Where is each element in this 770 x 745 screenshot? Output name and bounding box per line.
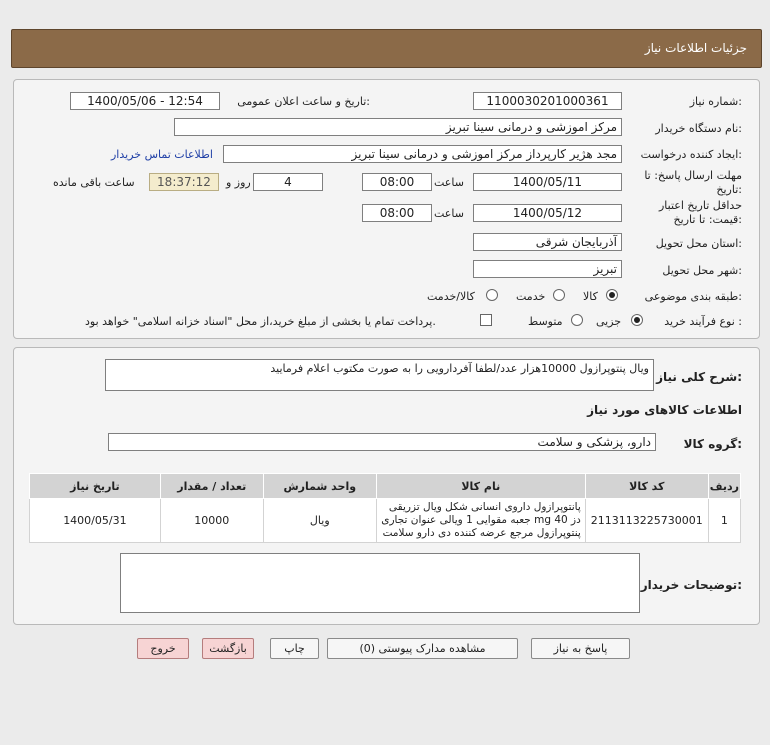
process-label: نوع فرآیند خرید : xyxy=(664,315,742,328)
need-number-label: شماره نیاز: xyxy=(689,95,742,108)
cell-qty: 10000 xyxy=(160,499,263,543)
creator-field[interactable]: مجد هژیر کارپرداز مرکز اموزشی و درمانی سینا تبریز xyxy=(223,145,622,163)
col-unit: واحد شمارش xyxy=(263,474,376,499)
reply-button[interactable]: پاسخ به نیاز xyxy=(531,638,630,659)
reply-date-field[interactable]: 1400/05/11 xyxy=(473,173,622,191)
items-table xyxy=(29,473,741,543)
category-service-label: خدمت xyxy=(516,290,546,303)
col-code: کد کالا xyxy=(585,474,708,499)
days-label: روز و xyxy=(226,176,251,189)
creator-label: ایجاد کننده درخواست: xyxy=(640,148,742,161)
col-row: ردیف xyxy=(708,474,740,499)
price-time-label: ساعت xyxy=(434,207,464,220)
page-title: جزئیات اطلاعات نیاز xyxy=(644,41,747,55)
province-label: استان محل تحویل: xyxy=(655,237,742,250)
group-label: گروه کالا: xyxy=(683,437,742,451)
reply-time-label: ساعت xyxy=(434,176,464,189)
exit-button[interactable]: خروج xyxy=(137,638,189,659)
col-date: تاریخ نیاز xyxy=(30,474,161,499)
city-label: شهر محل تحویل: xyxy=(662,264,742,277)
attachments-button[interactable]: مشاهده مدارک پیوستی (0) xyxy=(327,638,518,659)
treasury-payment-note: پرداخت تمام یا بخشی از مبلغ خرید،از محل "اسناد خزانه اسلامی" خواهد بود. xyxy=(85,315,436,328)
group-field[interactable]: دارو، پزشکی و سلامت xyxy=(108,433,656,451)
page-header xyxy=(11,29,762,68)
table-row xyxy=(30,499,741,543)
remaining-timer: 18:37:12 xyxy=(149,173,219,191)
category-label: طبقه بندی موضوعی: xyxy=(644,290,742,303)
process-radio-medium[interactable] xyxy=(571,314,583,326)
price-date-field[interactable]: 1400/05/12 xyxy=(473,204,622,222)
announce-date-label: تاریخ و ساعت اعلان عمومی: xyxy=(237,95,370,108)
buyer-notes-field[interactable] xyxy=(120,553,640,613)
category-goods-service-label: کالا/خدمت xyxy=(427,290,475,303)
back-button[interactable]: بازگشت xyxy=(202,638,254,659)
reply-time-field[interactable]: 08:00 xyxy=(362,173,432,191)
cell-name: پانتوپرازول داروی انسانی شکل ویال تزریقی دز mg 40 جعبه مقوایی 1 ویالی عنوان تجاری پنتوپرازول مرجع عرضه کننده دی دارو سلامت xyxy=(376,499,585,543)
price-valid-label: حداقل تاریخ اعتبار قیمت: تا تاریخ: xyxy=(658,199,742,226)
remaining-label: ساعت باقی مانده xyxy=(53,176,135,189)
print-button[interactable]: چاپ xyxy=(270,638,319,659)
cell-unit: ویال xyxy=(263,499,376,543)
announce-date-field[interactable]: 1400/05/06 - 12:54 xyxy=(70,92,220,110)
treasury-payment-checkbox[interactable] xyxy=(480,314,492,326)
province-field[interactable]: آذربایجان شرقی xyxy=(473,233,622,251)
price-time-field[interactable]: 08:00 xyxy=(362,204,432,222)
buyer-contact-link[interactable]: اطلاعات تماس خریدار xyxy=(111,148,213,161)
category-radio-goods[interactable] xyxy=(606,289,618,301)
need-number-field[interactable]: 1100030201000361 xyxy=(473,92,622,110)
category-goods-label: کالا xyxy=(583,290,598,303)
cell-code: 2113113225730001 xyxy=(585,499,708,543)
process-minor-label: جزیی xyxy=(596,315,622,328)
items-section-title: اطلاعات کالاهای مورد نیاز xyxy=(587,403,742,417)
category-radio-goods-service[interactable] xyxy=(486,289,498,301)
summary-field: ویال پنتوپرازول 10000هزار عدد/لطفا آفردارویی را به صورت مکتوب اعلام فرمایید xyxy=(105,359,654,391)
days-field[interactable]: 4 xyxy=(253,173,323,191)
reply-deadline-label: مهلت ارسال پاسخ: تا تاریخ: xyxy=(644,169,742,196)
cell-row: 1 xyxy=(708,499,740,543)
category-radio-service[interactable] xyxy=(553,289,565,301)
buyer-notes-label: توضیحات خریدار: xyxy=(640,578,742,592)
buyer-org-field[interactable]: مرکز اموزشی و درمانی سینا تبریز xyxy=(174,118,622,136)
buyer-org-label: نام دستگاه خریدار: xyxy=(655,122,742,135)
items-table-header xyxy=(30,474,741,499)
city-field[interactable]: تبریز xyxy=(473,260,622,278)
process-medium-label: متوسط xyxy=(528,315,563,328)
summary-label: شرح کلی نیاز: xyxy=(656,370,742,384)
col-qty: تعداد / مقدار xyxy=(160,474,263,499)
cell-date: 1400/05/31 xyxy=(30,499,161,543)
col-name: نام کالا xyxy=(376,474,585,499)
process-radio-minor[interactable] xyxy=(631,314,643,326)
